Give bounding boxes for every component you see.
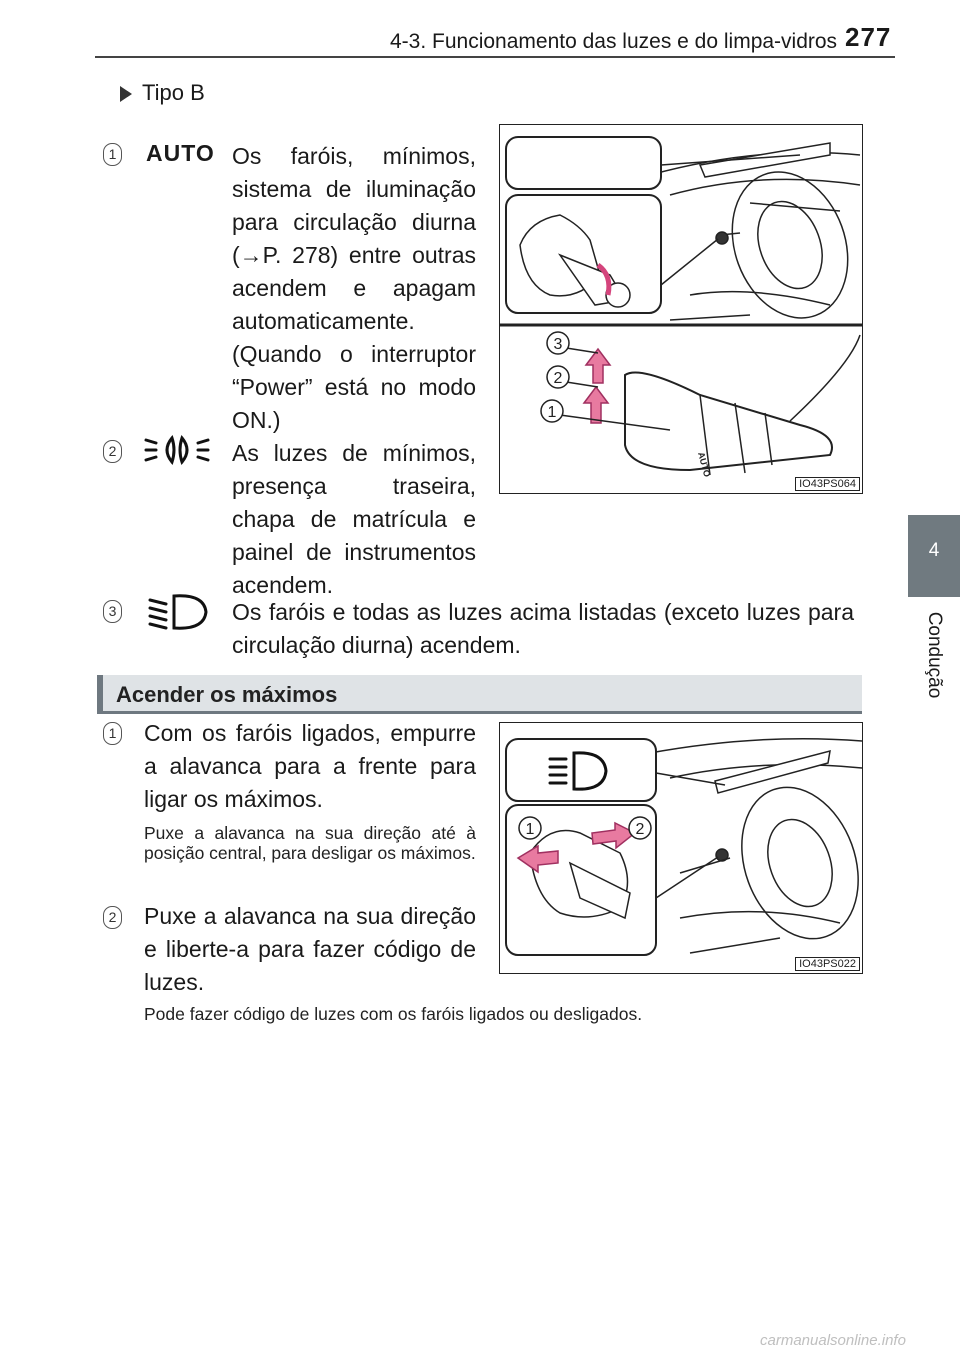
callout-3-label: 3 — [553, 336, 563, 353]
watermark: carmanualsonline.info — [760, 1332, 906, 1349]
page-number: 277 — [845, 22, 892, 52]
header-rule — [95, 56, 895, 58]
item-number-badge: 1 — [103, 722, 122, 745]
high-beam-item-1-text: Com os faróis ligados, empurre a alavanca para a frente para ligar os máximos. — [144, 720, 476, 812]
chapter-label — [914, 600, 954, 710]
item-2-text: As luzes de mínimos, presença traseira, chapa de matrícula e painel de instrumentos acendem. — [232, 440, 476, 598]
callout-1-label: 1 — [547, 404, 557, 421]
auto-symbol: AUTO — [146, 140, 215, 166]
figure-code: IO43PS022 — [795, 957, 860, 971]
high-beam-figure — [499, 722, 863, 974]
item-1-text: Os faróis, mínimos, sistema de iluminação para circulação diurna (→P. 278) entre outras acendem e apagam automaticamente. (Quando o interruptor “Power” está no modo ON.) — [232, 143, 476, 433]
headlight-switch-figure — [499, 124, 863, 494]
item-3-text: Os faróis e todas as luzes acima listadas (exceto luzes para circulação diurna) acendem. — [232, 599, 854, 658]
headlight-low-beam-icon — [146, 590, 212, 634]
callout-2-label: 2 — [553, 370, 563, 387]
item-number-badge: 3 — [103, 600, 122, 623]
callout-1-label: 1 — [525, 821, 535, 838]
section-heading: Acender os máximos — [116, 682, 338, 707]
section-header-accent — [97, 675, 103, 714]
switch-auto-label: AUTO — [696, 450, 713, 478]
headlight-switch-illustration — [500, 125, 862, 493]
item-number-badge: 2 — [103, 440, 122, 463]
high-beam-item-2-text: Puxe a alavanca na sua direção e liberte-a para fazer código de luzes. — [144, 903, 476, 995]
type-label: Tipo B — [142, 80, 205, 105]
figure-code: IO43PS064 — [795, 477, 860, 491]
triangle-bullet-icon — [120, 86, 132, 102]
chapter-label-text: Condução — [924, 611, 945, 699]
high-beam-item-2-note: Pode fazer código de luzes com os faróis ligados ou desligados. — [144, 1004, 643, 1024]
callout-2-label: 2 — [635, 821, 645, 838]
item-number-badge: 1 — [103, 143, 122, 166]
high-beam-illustration — [500, 723, 862, 973]
high-beam-item-1-note: Puxe a alavanca na sua direção até à posição central, para desligar os máximos. — [144, 823, 476, 863]
item-number-badge: 2 — [103, 906, 122, 929]
section-title: 4-3. Funcionamento das luzes e do limpa-vidros — [390, 30, 838, 53]
chapter-number: 4 — [928, 540, 940, 561]
parking-lights-icon — [142, 432, 212, 468]
